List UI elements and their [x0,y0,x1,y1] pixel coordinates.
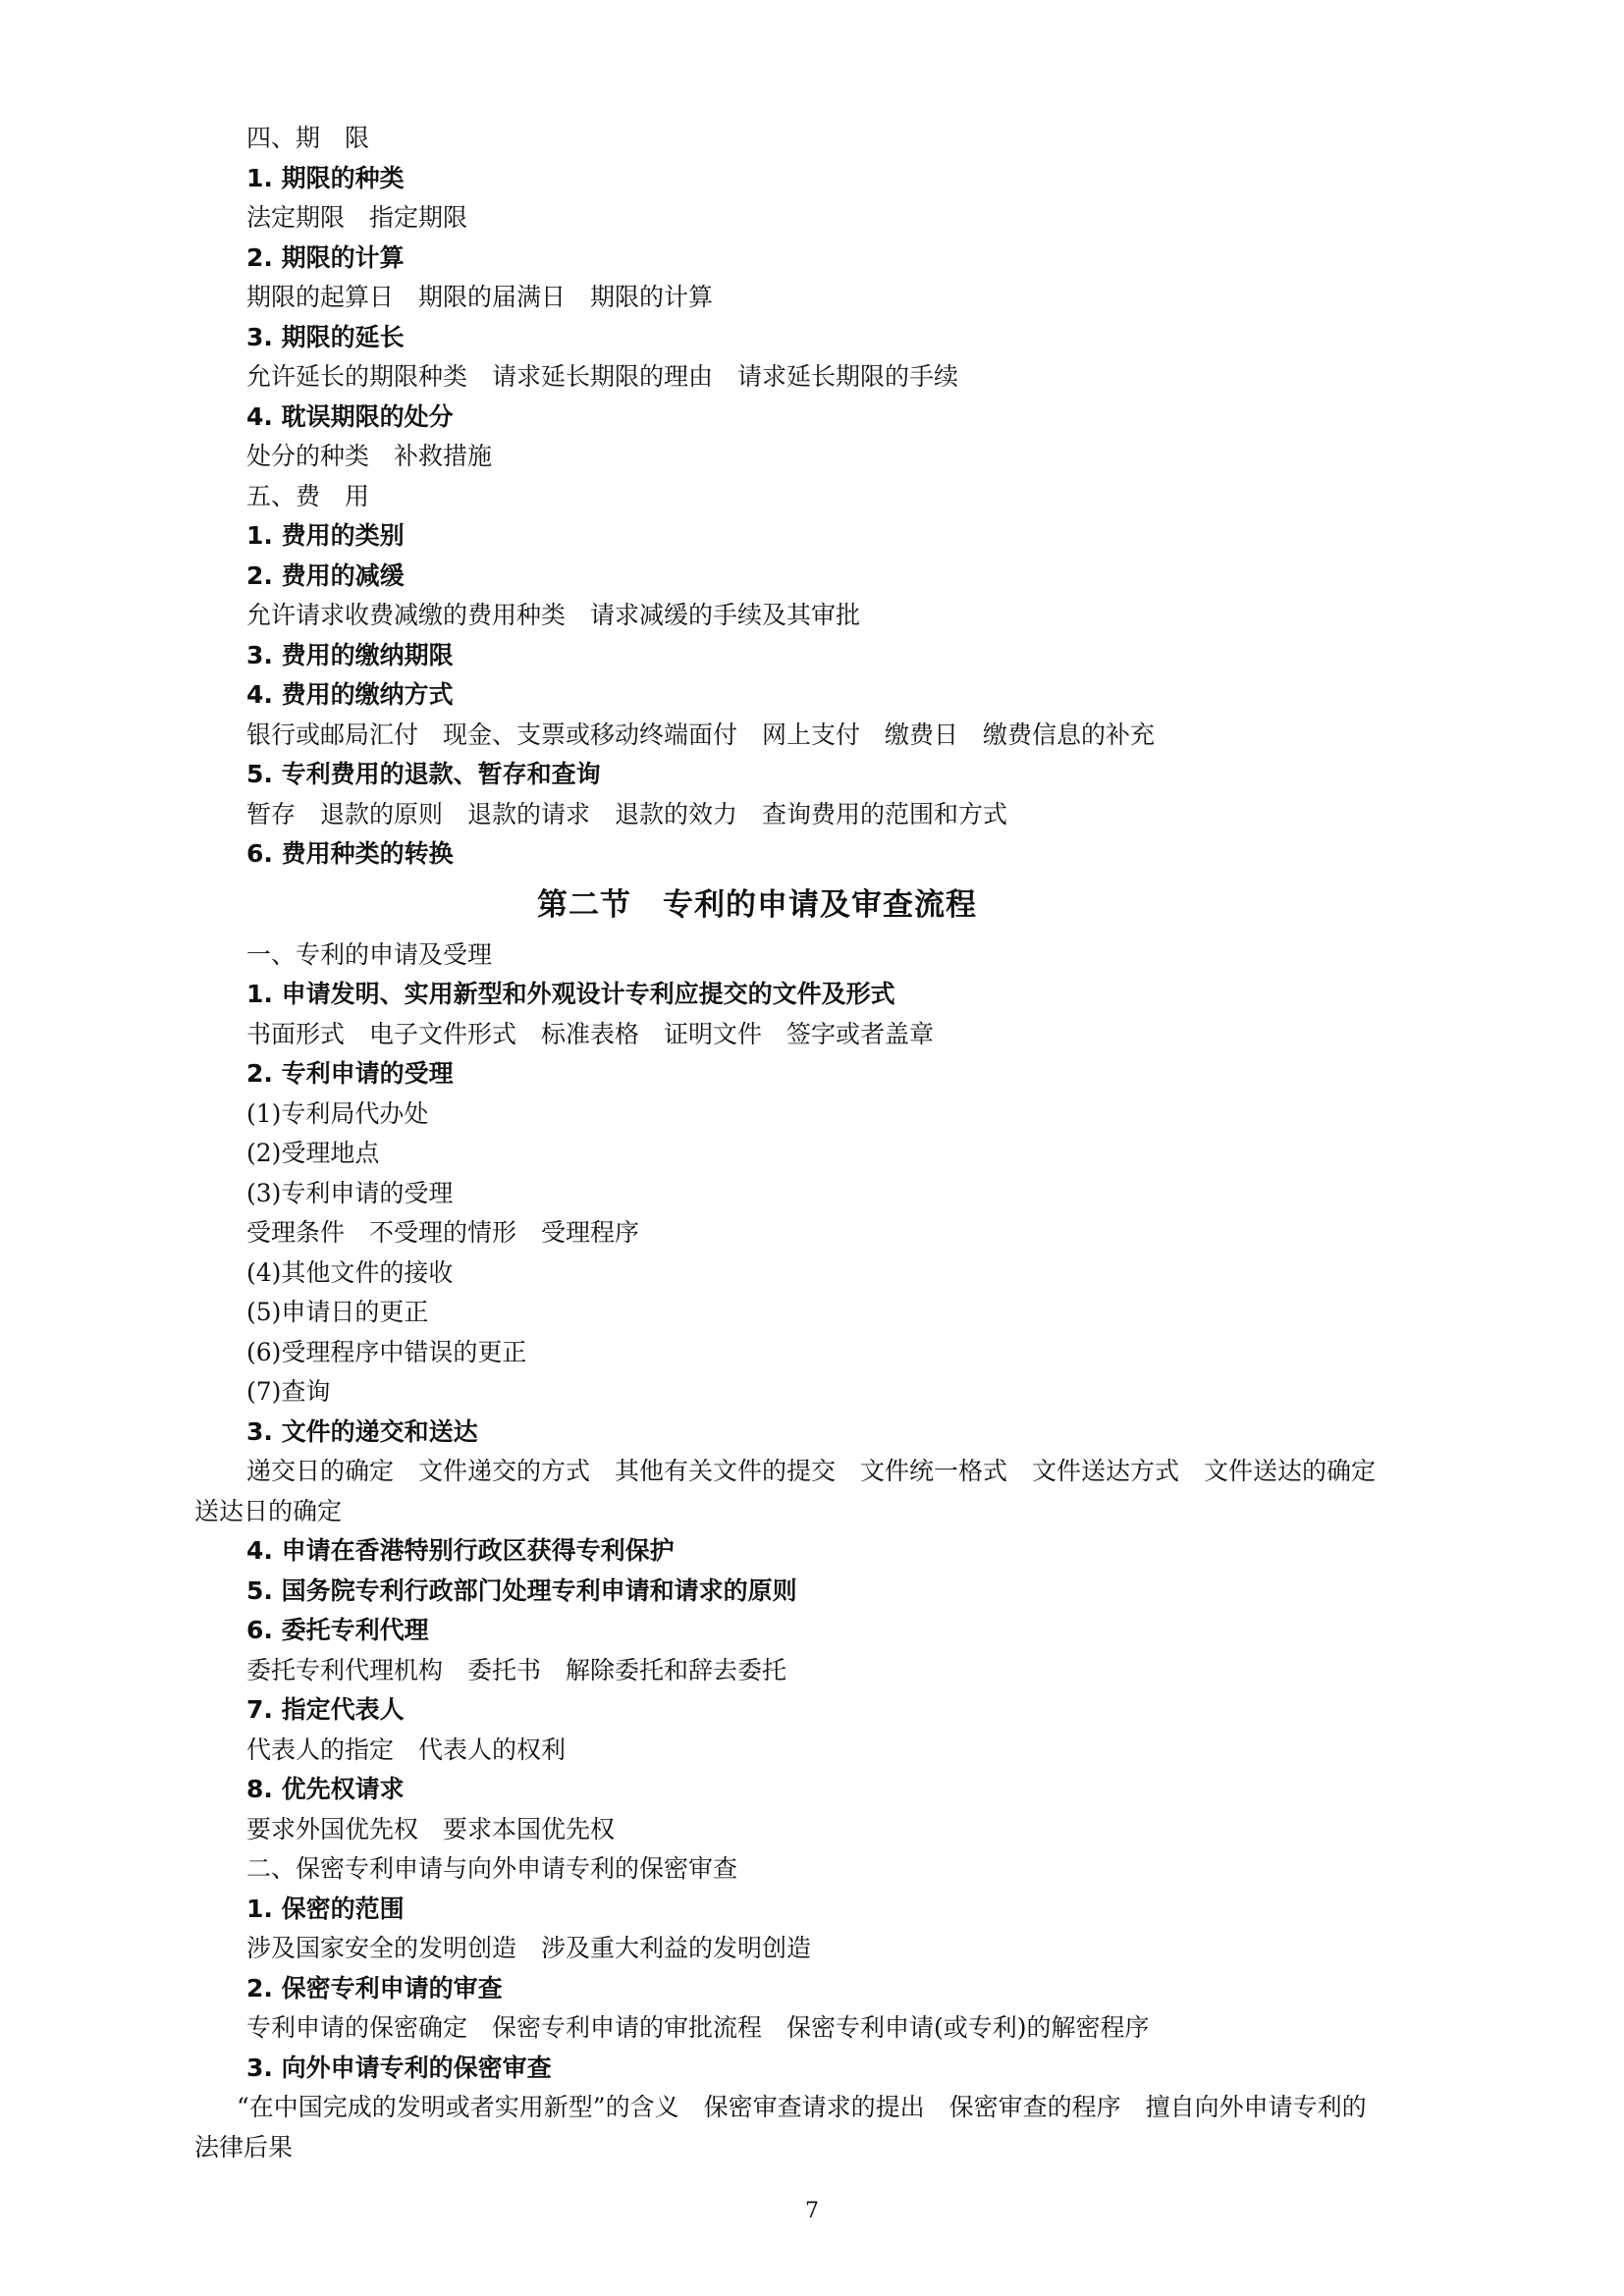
outline-heading: 3. 文件的递交和送达 [246,1416,478,1446]
outline-text: 涉及国家安全的发明创造 涉及重大利益的发明创造 [246,1934,812,1962]
outline-text: 四、期 限 [246,124,370,152]
outline-heading: 2. 专利申请的受理 [246,1059,454,1088]
outline-text: 一、专利的申请及受理 [246,939,493,969]
outline-text: 代表人的指定 代表人的权利 [246,1735,567,1764]
outline-text: 五、费 用 [246,481,370,510]
outline-text: 期限的起算日 期限的届满日 期限的计算 [246,283,714,311]
wrapped-paragraph-line-2: 送达日的确定 [194,1496,343,1525]
outline-heading: 2. 费用的减缓 [246,561,405,590]
outline-text: 要求外国优先权 要求本国优先权 [246,1814,616,1843]
outline-text: (1)专利局代办处 [246,1098,429,1128]
outline-text: (2)受理地点 [246,1139,380,1167]
outline-heading: 5. 专利费用的退款、暂存和查询 [246,760,601,788]
outline-heading: 6. 费用种类的转换 [246,839,454,868]
outline-heading: 1. 费用的类别 [246,521,405,550]
wrapped-paragraph-line-1: 递交日的确定 文件递交的方式 其他有关文件的提交 文件统一格式 文件送达方式 文件送达的确定 [246,1457,1377,1485]
outline-text: 银行或邮局汇付 现金、支票或移动终端面付 网上支付 缴费日 缴费信息的补充 [246,720,1156,749]
outline-text: 处分的种类 补救措施 [246,442,493,470]
outline-heading: 1. 保密的范围 [246,1894,405,1923]
outline-text: (6)受理程序中错误的更正 [246,1337,527,1366]
outline-text: (4)其他文件的接收 [246,1257,454,1287]
outline-heading: 3. 向外申请专利的保密审查 [246,2053,552,2082]
outline-text: 受理条件 不受理的情形 受理程序 [246,1218,640,1247]
outline-text: 二、保密专利申请与向外申请专利的保密审查 [246,1854,738,1883]
outline-heading: 2. 保密专利申请的审查 [246,1973,503,2002]
outline-heading: 1. 期限的种类 [246,163,405,192]
outline-text: 允许请求收费减缴的费用种类 请求减缓的手续及其审批 [246,601,861,629]
wrapped-paragraph [194,1452,1484,1531]
outline-heading: 1. 申请发明、实用新型和外观设计专利应提交的文件及形式 [246,980,895,1008]
outline-heading: 7. 指定代表人 [246,1695,405,1724]
wrapped-paragraph-2-line-1: “在中国完成的发明或者实用新型”的含义 保密审查请求的提出 保密审查的程序 擅自向外申请专利的 [237,2093,1367,2121]
outline-text: 法定期限 指定期限 [246,203,468,232]
section-title: 第二节 专利的申请及审查流程 [537,886,977,923]
outline-part-2 [246,935,1484,1453]
outline-text: 专利申请的保密确定 保密专利申请的审批流程 保密专利申请(或专利)的解密程序 [246,2013,1150,2042]
outline-text: 书面形式 电子文件形式 标准表格 证明文件 签字或者盖章 [246,1019,935,1048]
outline-text: (3)专利申请的受理 [246,1178,454,1207]
outline-heading: 6. 委托专利代理 [246,1616,429,1644]
outline-heading: 3. 费用的缴纳期限 [246,640,454,669]
outline-heading: 4. 耽误期限的处分 [246,401,454,431]
outline-text: 委托专利代理机构 委托书 解除委托和辞去委托 [246,1655,787,1684]
outline-part-1 [246,119,1484,875]
outline-text: (5)申请日的更正 [246,1298,429,1326]
outline-text: (7)查询 [246,1377,331,1406]
outline-part-3 [246,1531,1484,2088]
outline-heading: 4. 申请在香港特别行政区获得专利保护 [246,1536,675,1565]
outline-heading: 8. 优先权请求 [246,1775,405,1803]
page-number: 7 [805,2199,819,2223]
wrapped-paragraph-2-line-2: 法律后果 [194,2132,294,2162]
outline-heading: 4. 费用的缴纳方式 [246,680,454,709]
wrapped-paragraph-2 [194,2088,1484,2167]
page-content [194,119,1484,2167]
outline-text: 暂存 退款的原则 退款的请求 退款的效力 查询费用的范围和方式 [246,799,1008,828]
outline-heading: 2. 期限的计算 [246,242,405,272]
outline-heading: 5. 国务院专利行政部门处理专利申请和请求的原则 [246,1575,797,1605]
outline-text: 允许延长的期限种类 请求延长期限的理由 请求延长期限的手续 [246,362,959,391]
outline-heading: 3. 期限的延长 [246,322,405,351]
